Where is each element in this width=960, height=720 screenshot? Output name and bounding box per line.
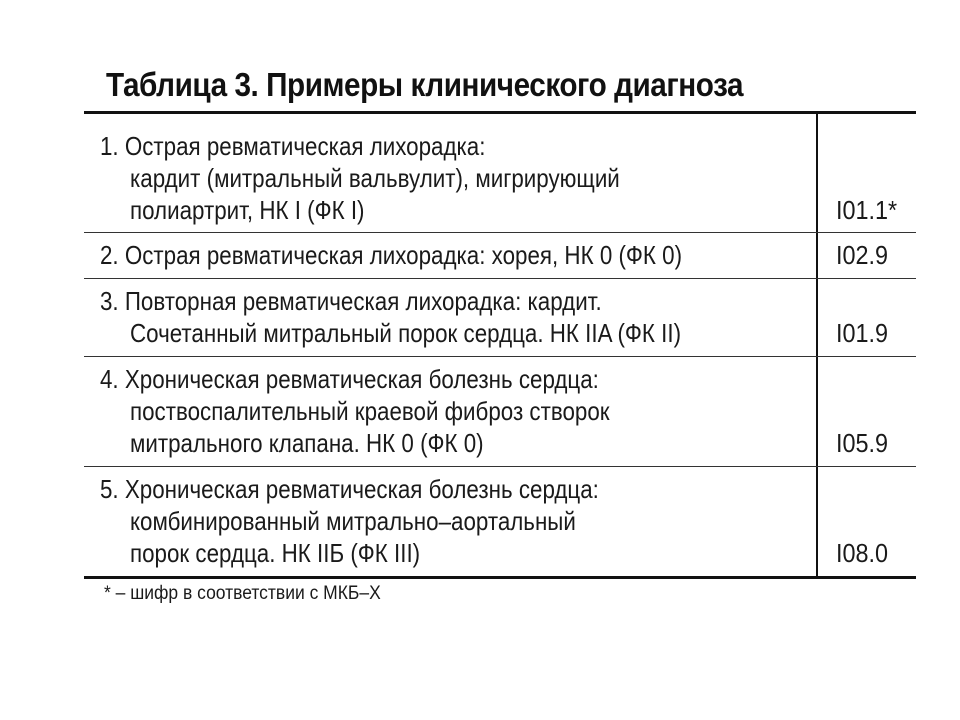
code-column-divider bbox=[816, 112, 818, 577]
row-separator bbox=[84, 232, 916, 233]
row-3-line-1: 3. Повторная ревматическая лихорадка: кардит. bbox=[100, 286, 602, 316]
row-5-line-2: комбинированный митрально–аортальный bbox=[130, 506, 576, 536]
row-separator bbox=[84, 466, 916, 467]
row-4-line-2: поствоспалительный краевой фиброз створок bbox=[130, 396, 610, 426]
row-4-line-1: 4. Хроническая ревматическая болезнь сердца: bbox=[100, 364, 599, 394]
top-rule bbox=[84, 111, 916, 114]
row-separator bbox=[84, 278, 916, 279]
row-5-line-3: порок сердца. НК IIБ (ФК III) bbox=[130, 538, 421, 568]
row-3-code: I01.9 bbox=[836, 318, 889, 348]
clinical-diagnosis-table bbox=[84, 0, 918, 720]
row-5-code: I08.0 bbox=[836, 538, 889, 568]
row-2-code: I02.9 bbox=[836, 240, 889, 270]
row-1-code: I01.1* bbox=[836, 195, 898, 225]
table-footnote: * – шифр в соответствии с МКБ–X bbox=[104, 583, 381, 604]
row-1-line-1: 1. Острая ревматическая лихорадка: bbox=[100, 131, 486, 161]
row-2-line-1: 2. Острая ревматическая лихорадка: хорея, НК 0 (ФК 0) bbox=[100, 240, 683, 270]
row-4-code: I05.9 bbox=[836, 428, 889, 458]
row-3-line-2: Сочетанный митральный порок сердца. НК IIA (ФК II) bbox=[130, 318, 682, 348]
row-1-line-2: кардит (митральный вальвулит), мигрирующий bbox=[130, 163, 620, 193]
row-separator bbox=[84, 356, 916, 357]
row-4-line-3: митрального клапана. НК 0 (ФК 0) bbox=[130, 428, 484, 458]
table-title: Таблица 3. Примеры клинического диагноза bbox=[106, 66, 744, 103]
bottom-rule bbox=[84, 576, 916, 579]
row-1-line-3: полиартрит, НК I (ФК I) bbox=[130, 195, 365, 225]
row-5-line-1: 5. Хроническая ревматическая болезнь сердца: bbox=[100, 474, 599, 504]
